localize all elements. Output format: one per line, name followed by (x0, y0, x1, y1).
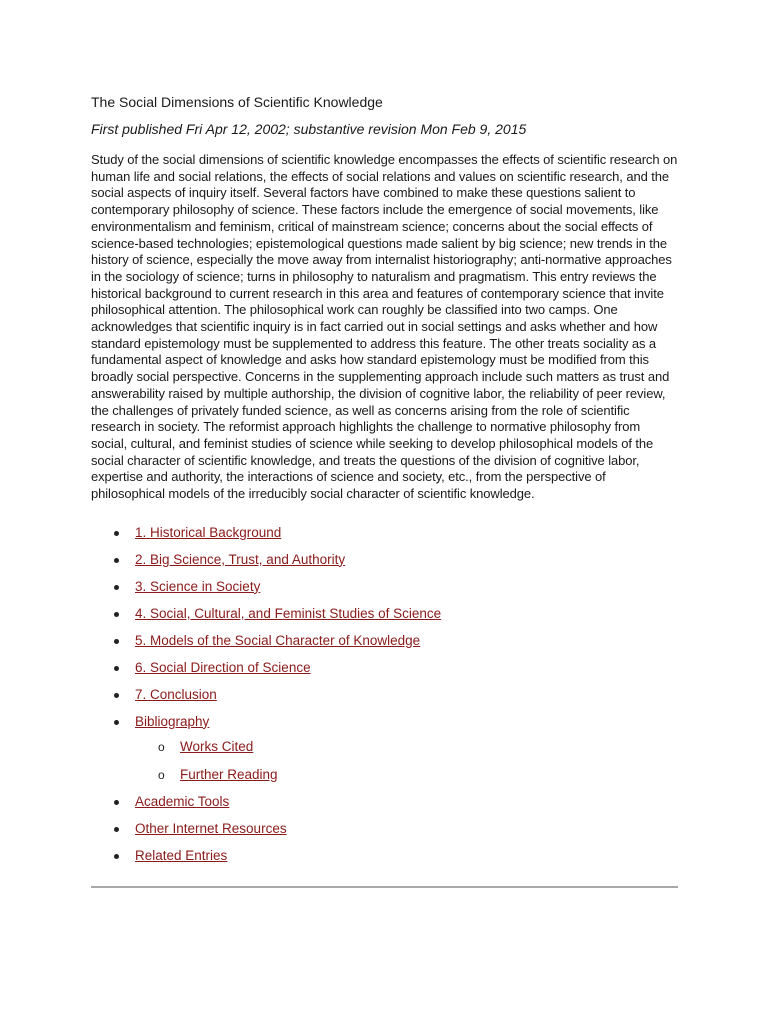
toc-link-historical-background[interactable]: 1. Historical Background (135, 524, 282, 540)
toc-link-academic-tools[interactable]: Academic Tools (135, 794, 230, 810)
page-title: The Social Dimensions of Scientific Knowledge (91, 94, 383, 110)
toc-subitem (135, 739, 678, 756)
toc-link-feminist-studies[interactable]: 4. Social, Cultural, and Feminist Studies of Science (135, 605, 442, 621)
toc-item (91, 714, 678, 784)
toc-link-conclusion[interactable]: 7. Conclusion (135, 686, 217, 702)
toc-subitem (135, 767, 678, 784)
table-of-contents (91, 525, 678, 865)
toc-link-internet-resources[interactable]: Other Internet Resources (135, 821, 287, 837)
toc-link-bibliography[interactable]: Bibliography (135, 713, 210, 729)
publication-info: First published Fri Apr 12, 2002; substantive revision Mon Feb 9, 2015 (91, 121, 527, 137)
toc-item (91, 687, 678, 704)
toc-link-further-reading[interactable]: Further Reading (180, 766, 278, 782)
toc-item (91, 848, 678, 865)
toc-link-works-cited[interactable]: Works Cited (180, 739, 254, 755)
toc-item (91, 794, 678, 811)
toc-item (91, 606, 678, 623)
toc-item (91, 552, 678, 569)
toc-link-science-in-society[interactable]: 3. Science in Society (135, 578, 261, 594)
bibliography-sublist (135, 739, 678, 783)
horizontal-divider (91, 886, 678, 888)
toc-item (91, 660, 678, 677)
toc-link-related-entries[interactable]: Related Entries (135, 848, 228, 864)
toc-link-social-direction[interactable]: 6. Social Direction of Science (135, 659, 311, 675)
toc-item (91, 579, 678, 596)
article (91, 93, 678, 875)
toc-link-models[interactable]: 5. Models of the Social Character of Knowledge (135, 632, 421, 648)
toc-item (91, 821, 678, 838)
abstract: Study of the social dimensions of scientific knowledge encompasses the effects of scientific research on human life and social relations, the effects of social relations and values on scientific research, and the social aspects of inquiry itself. Several factors have combined to make these questions salient to contemporary philosophy of science. These factors include the emergence of social movements, like environmentalism and feminism, critical of mainstream science; concerns about the social effects of science-based technologies; epistemological questions made salient by big science; new trends in the history of science, especially the move away from internalist historiography; anti-normative approaches in the sociology of science; turns in philosophy to naturalism and pragmatism. This entry reviews the historical background to current research in this area and features of contemporary science that invite philosophical attention. The philosophical work can roughly be classified into two camps. One acknowledges that scientific inquiry is in fact carried out in social settings and asks whether and how standard epistemology must be supplemented to address this feature. The other treats sociality as a fundamental aspect of knowledge and asks how standard epistemology must be modified from this broadly social perspective. Concerns in the supplementing approach include such matters as trust and answerability raised by multiple authorship, the division of cognitive labor, the reliability of peer review, the challenges of privately funded science, as well as concerns arising from the role of scientific research in society. The reformist approach highlights the challenge to normative philosophy from social, cultural, and feminist studies of science while seeking to develop philosophical models of the social character of scientific knowledge, and treats the questions of the division of cognitive labor, expertise and authority, the interactions of science and society, etc., from the perspective of philosophical models of the irreducibly social character of scientific knowledge. (91, 152, 678, 502)
toc-item (91, 525, 678, 542)
toc-item (91, 633, 678, 650)
toc-link-big-science[interactable]: 2. Big Science, Trust, and Authority (135, 551, 346, 567)
